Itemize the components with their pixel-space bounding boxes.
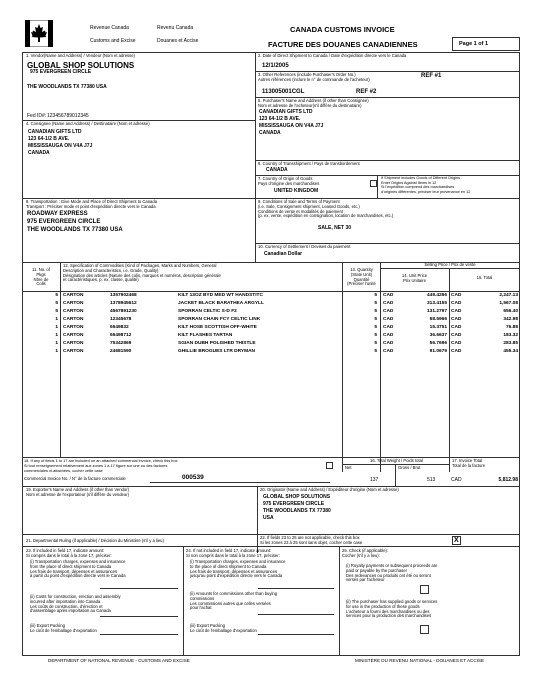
purchaser-supplied-checkbox[interactable] bbox=[420, 625, 429, 634]
consignee-label: 4. Consignee (Name and Address) / Destinataire (Nom et adresse) bbox=[26, 121, 150, 126]
reference-2: REF #2 bbox=[356, 89, 377, 95]
item-price: 131.2797 bbox=[426, 309, 447, 314]
originator-street: 975 EVERGREEN CIRCLE bbox=[263, 501, 325, 507]
exporter-label: 19. Exporter's Name and Address (if other than Vendor) Nom et adresse de l'exportateur (s'il diffère du vendeur) bbox=[26, 487, 130, 497]
agency-division-en: Customs and Excise bbox=[90, 38, 136, 44]
field-23-ii: (ii) Costs for construction, erection and assembly incurred after importation into Canada Les coûts de construction, d'érection et d'assemblage après importation au Canada bbox=[30, 594, 121, 614]
item-cur: CAD bbox=[383, 325, 394, 330]
unit-price-header: 14. Unit Price Prix Unitaire bbox=[401, 273, 428, 283]
field-22-check-mark: X bbox=[454, 537, 459, 544]
item-cur: CAD bbox=[383, 309, 394, 314]
field-23-label: 23. If included in field 17, indicate amount: Si compris dans le total à la zone 17, préciser: bbox=[26, 548, 112, 558]
table-row bbox=[0, 332, 542, 340]
item-part: 1378945612 bbox=[110, 301, 137, 306]
transport-label: 8. Transportation : Give Mode and Place of Direct Shipment to Canada Transport : Préciser mode et point d'expédition directe vers le Canada bbox=[26, 199, 158, 209]
item-desc: SPORRAN CELTIC S-D F2 bbox=[178, 309, 237, 314]
purchaser-street: 123 64-1/2 B AVE. bbox=[259, 116, 301, 122]
field-24-i: (i) Transportation charges, expenses and insurance to the place of direct shipment to Canada Les frais de transport, dépenses et assurances jusqu'au point d'expédition directe vers le Canada bbox=[190, 559, 286, 579]
item-cur2: CAD bbox=[451, 341, 462, 346]
carrier-street: 975 EVERGREEN CIRCLE bbox=[27, 219, 101, 225]
currency-label: 10. Currency of Settlement / Devises du paiement bbox=[258, 244, 351, 249]
purchaser-city: MISSISSAUGA ON V4A J7J bbox=[259, 123, 324, 129]
gross-weight-label: Gross / Brut bbox=[398, 465, 421, 470]
departmental-ruling-label: 21. Departmental Ruling (if applicable) / Décision du Ministère (s'il y a lieu) bbox=[26, 538, 164, 543]
vendor-city: THE WOODLANDS TX 77380 USA bbox=[27, 84, 107, 90]
vendor-label: 1. Vendor(Name and Address) / Vendeur (Nom et adresse) bbox=[26, 53, 135, 58]
item-cur: CAD bbox=[383, 333, 394, 338]
item-pkgs: 5 bbox=[55, 301, 58, 306]
transshipment-label: 6. Country of Transshipment / Pays de transbordement bbox=[258, 161, 360, 166]
item-desc: SGIAN DUBH POLISHED THISTLE bbox=[178, 341, 256, 346]
table-row bbox=[0, 308, 542, 316]
item-desc: GHILLIE BROGUES LTR DRYMAN bbox=[178, 349, 256, 354]
conditions-label: 9. Conditions of Sale and Terms of Payment (i.e. Sale, Consignment shipment, Leased Goods, etc.) Conditions de vente et modalités de paiement (p. ex. vente, expédition en consignation, location de marchandises, etc.) bbox=[258, 199, 394, 219]
table-row bbox=[0, 324, 542, 332]
item-part: 75342869 bbox=[110, 341, 132, 346]
table-row bbox=[0, 348, 542, 356]
item-total: 455.34 bbox=[503, 349, 518, 354]
item-unit-type: CARTON bbox=[63, 349, 84, 354]
item-pkgs: 5 bbox=[55, 293, 58, 298]
purchaser-name: CANADIAN GIFTS LTD bbox=[259, 109, 313, 115]
item-price: 91.0679 bbox=[429, 349, 447, 354]
item-unit-type: CARTON bbox=[63, 309, 84, 314]
vendor-street: 975 EVERGREEN CIRCLE bbox=[30, 69, 92, 75]
item-desc: KILT 13OZ BYD MED WT HANDSTITC bbox=[178, 293, 263, 298]
weight-label: 16. Total Weight / Poids total bbox=[370, 458, 423, 463]
conditions-value: SALE, NET 30 bbox=[318, 225, 352, 231]
vendor-name: GLOBAL SHOP SOLUTIONS bbox=[27, 61, 135, 70]
item-pkgs: 5 bbox=[55, 309, 58, 314]
item-part: 4567891230 bbox=[110, 309, 137, 314]
item-desc: JACKET BLACK BARATHEA ARGYLL bbox=[178, 301, 264, 306]
item-pkgs: 1 bbox=[55, 341, 58, 346]
gross-weight: 513 bbox=[427, 477, 436, 483]
other-references-label: 3. Other References (include Purchaser's Order No.) Autres références (inclure le n° de commande de l'acheteur) bbox=[258, 72, 370, 82]
footer-department-fr: MINISTÈRE DU REVENU NATIONAL - DOUANES ET ACCISE bbox=[355, 658, 485, 663]
consignee-city: MISSISSAUGA ON V4A J7J bbox=[28, 143, 93, 149]
item-unit-type: CARTON bbox=[63, 333, 84, 338]
table-row bbox=[0, 316, 542, 324]
item-price: 313.4155 bbox=[426, 301, 447, 306]
item-cur2: CAD bbox=[451, 309, 462, 314]
item-qty: 5 bbox=[374, 325, 377, 330]
item-desc: KILT FLASHES TARTAN bbox=[178, 333, 233, 338]
item-unit-type: CARTON bbox=[63, 325, 84, 330]
maple-leaf-flag-icon bbox=[25, 20, 53, 47]
item-unit-type: CARTON bbox=[63, 317, 84, 322]
originator-country: USA bbox=[263, 515, 274, 521]
purchaser-label: 5. Purchaser's Name and Address (if other than Consignee) Nom et adresse de l'acheteur(s'il diffère du destinataire) bbox=[258, 98, 369, 108]
table-row bbox=[0, 292, 542, 300]
item-price: 15.3751 bbox=[429, 325, 447, 330]
item-price: 68.5966 bbox=[429, 317, 447, 322]
field-18-checkbox[interactable] bbox=[326, 462, 333, 469]
consignee-street: 123 64-1/2 B AVE. bbox=[28, 136, 70, 142]
item-desc: SPORRAN CHAIN FCY CELTIC LINK bbox=[178, 317, 261, 322]
item-pkgs: 1 bbox=[55, 333, 58, 338]
originator-city: THE WOODLANDS TX 77380 bbox=[263, 508, 331, 514]
selling-price-header: Selling Price / Prix de vente bbox=[424, 262, 476, 267]
field-24-ii: (ii) Amounts for commissions other than buying commissions Les commissions autres que celles versées pour l'achat bbox=[190, 591, 278, 611]
packages-header: 11. No. of Pkgs Nbre de Colis bbox=[32, 267, 50, 287]
item-total: 1,567.08 bbox=[499, 301, 518, 306]
invoice-total-label: 17. Invoice Total Total de la facture bbox=[452, 458, 486, 468]
invoice-total-value: 5,812.98 bbox=[498, 477, 518, 483]
agency-division-fr: Douanes et Accise bbox=[157, 38, 199, 44]
agency-name-fr: Revenu Canada bbox=[157, 25, 194, 31]
item-price: 56.7696 bbox=[429, 341, 447, 346]
field-22-label: 22. If fields 23 to 25 are not applicable, check this box Si les zones 23 à 25 sont sans objet, cocher cette case bbox=[260, 535, 363, 545]
item-total: 183.32 bbox=[503, 333, 518, 338]
item-desc: KILT HOSE SCOTTISH OFF-WHITE bbox=[178, 325, 257, 330]
footer-department-en: DEPARTMENT OF NATIONAL REVENUE - CUSTOMS AND EXCISE bbox=[48, 658, 190, 663]
item-qty: 5 bbox=[374, 301, 377, 306]
carrier-city: THE WOODLANDS TX 77380 USA bbox=[27, 227, 123, 233]
origin-label: 7. Country of Origin of Goods Pays d'origine des marchandises bbox=[258, 176, 320, 186]
item-cur: CAD bbox=[383, 341, 394, 346]
origin-note: If Shipment includes Goods of Different Origins Enter Origins Against Items in 12 Si l'expédition comprend des marchandises d'origines différentes, préciser leur provenance en 12 bbox=[381, 176, 471, 194]
transshipment-country: CANADA bbox=[266, 167, 288, 173]
item-cur: CAD bbox=[383, 293, 394, 298]
item-total: 76.88 bbox=[505, 325, 518, 330]
purchase-order-number: 113005001CGL bbox=[262, 89, 305, 95]
originator-name: GLOBAL SHOP SOLUTIONS bbox=[263, 494, 331, 500]
item-qty: 5 bbox=[374, 333, 377, 338]
item-qty: 5 bbox=[374, 317, 377, 322]
table-row bbox=[0, 340, 542, 348]
originator-label: 20. Originator (Name and Address) / Expéditeur d'origine (Nom et adresse) bbox=[260, 487, 399, 492]
net-weight-label: Net bbox=[345, 465, 352, 470]
item-total: 2,247.13 bbox=[499, 293, 518, 298]
item-unit-type: CARTON bbox=[63, 293, 84, 298]
item-total: 656.40 bbox=[503, 309, 518, 314]
direct-shipment-date: 12/1/2005 bbox=[262, 63, 289, 69]
item-cur2: CAD bbox=[451, 333, 462, 338]
fed-id-label: Fed ID#: bbox=[27, 113, 47, 119]
purchaser-country: CANADA bbox=[259, 130, 281, 136]
table-row bbox=[0, 300, 542, 308]
origin-different-checkbox[interactable] bbox=[370, 180, 377, 187]
item-unit-type: CARTON bbox=[63, 301, 84, 306]
item-cur2: CAD bbox=[451, 301, 462, 306]
item-cur: CAD bbox=[383, 317, 394, 322]
item-part: 65498712 bbox=[110, 333, 132, 338]
origin-country: UNITED KINGDOM bbox=[274, 188, 319, 194]
field-22-checkbox[interactable] bbox=[452, 536, 461, 545]
field-23-i: (i) Transportation charges, expenses and insurance from the place of direct shipment to Canada Les frais de transport, dépenses et assurances à partir du point d'expédition directe vers le Canada bbox=[30, 559, 126, 579]
carrier-name: ROADWAY EXPRESS bbox=[27, 211, 88, 217]
royalty-checkbox[interactable] bbox=[420, 585, 429, 594]
total-header: 15. Total bbox=[476, 275, 493, 280]
field-24-iii: (iii) Export Packing Le coût de l'emballage d'exportation bbox=[190, 623, 257, 633]
net-weight: 137 bbox=[370, 477, 379, 483]
commercial-invoice-number: 000539 bbox=[182, 474, 204, 481]
item-pkgs: 1 bbox=[55, 349, 58, 354]
item-cur2: CAD bbox=[451, 293, 462, 298]
item-qty: 5 bbox=[374, 293, 377, 298]
item-cur2: CAD bbox=[451, 349, 462, 354]
title-en: CANADA CUSTOMS INVOICE bbox=[290, 25, 395, 34]
fed-id: 123456789012345 bbox=[47, 113, 89, 119]
agency-name-en: Revenue Canada bbox=[90, 25, 129, 31]
field-24-label: 24. If not included in field 17, indicate amount: Si non compris dans le total à la zone 17, préciser: bbox=[186, 548, 280, 558]
item-part: 24681590 bbox=[110, 349, 132, 354]
item-total: 342.98 bbox=[503, 317, 518, 322]
quantity-header: 13. Quantity (State Unit) Quantité (Préciser l'unité bbox=[347, 267, 376, 287]
item-qty: 5 bbox=[374, 309, 377, 314]
field-18-label: 18. If any of fields 1 to 17 are included on an attached commercial invoice, check this box Si tout renseignement relativement aux zones 1 à 17 figure sur une ou des factures commerciales ci-attachées, cocher cette case bbox=[24, 458, 178, 473]
consignee-country: CANADA bbox=[28, 150, 50, 156]
page-number: Page 1 of 1 bbox=[459, 41, 489, 47]
item-part: 6549832 bbox=[110, 325, 129, 330]
specification-header: 12. Specification of Commodities (Kind of Packages, Marks and Numbers, General Description and Characteristics, i.e. Grade, Quality) Désignation des articles (Nature des colis, marques et numéros, description générale et caractéristiques, p. ex. classe, qualité) bbox=[63, 263, 221, 283]
page-number-box bbox=[452, 37, 520, 51]
field-25-i: (i) Royalty payments or subsequent proceeds are paid or payable by the purchaser Des redevances ou produits ont été ou seront versés par l'acheteur bbox=[346, 563, 438, 583]
item-part: 12345678 bbox=[110, 317, 132, 322]
item-cur2: CAD bbox=[451, 325, 462, 330]
item-total: 283.85 bbox=[503, 341, 518, 346]
currency-value: Canadian Dollar bbox=[264, 251, 303, 257]
item-qty: 5 bbox=[374, 349, 377, 354]
reference-1: REF #1 bbox=[421, 73, 442, 79]
commercial-invoice-label: Commercial Invoice No. / N° de la facture commerciale bbox=[24, 476, 126, 481]
invoice-total-currency: CAD bbox=[451, 477, 462, 483]
field-23-iii: (iii) Export Packing Le coût de l'emballage d'exportation bbox=[30, 623, 97, 633]
direct-shipment-date-label: 2. Date of Direct Shipment to Canada / Date d'expédition directe vers le Canada bbox=[258, 53, 407, 58]
title-fr: FACTURE DES DOUANES CANADIENNES bbox=[268, 40, 418, 49]
item-price: 449.4266 bbox=[426, 293, 447, 298]
item-part: 1357902468 bbox=[110, 293, 137, 298]
item-pkgs: 1 bbox=[55, 317, 58, 322]
item-unit-type: CARTON bbox=[63, 341, 84, 346]
item-pkgs: 1 bbox=[55, 325, 58, 330]
field-25-label: 25. Check (if applicable): Cocher (s'il y a lieu): bbox=[342, 548, 389, 558]
item-cur: CAD bbox=[383, 349, 394, 354]
field-25-ii: (ii) The purchaser has supplied goods or services for use in the production of these goods L'acheteur a fourni des marchandises ou des services pour la production des marchandises bbox=[346, 599, 438, 619]
item-price: 36.6637 bbox=[429, 333, 447, 338]
item-cur2: CAD bbox=[451, 317, 462, 322]
item-qty: 5 bbox=[374, 341, 377, 346]
item-cur: CAD bbox=[383, 301, 394, 306]
consignee-name: CANADIAN GIFTS LTD bbox=[28, 129, 82, 135]
